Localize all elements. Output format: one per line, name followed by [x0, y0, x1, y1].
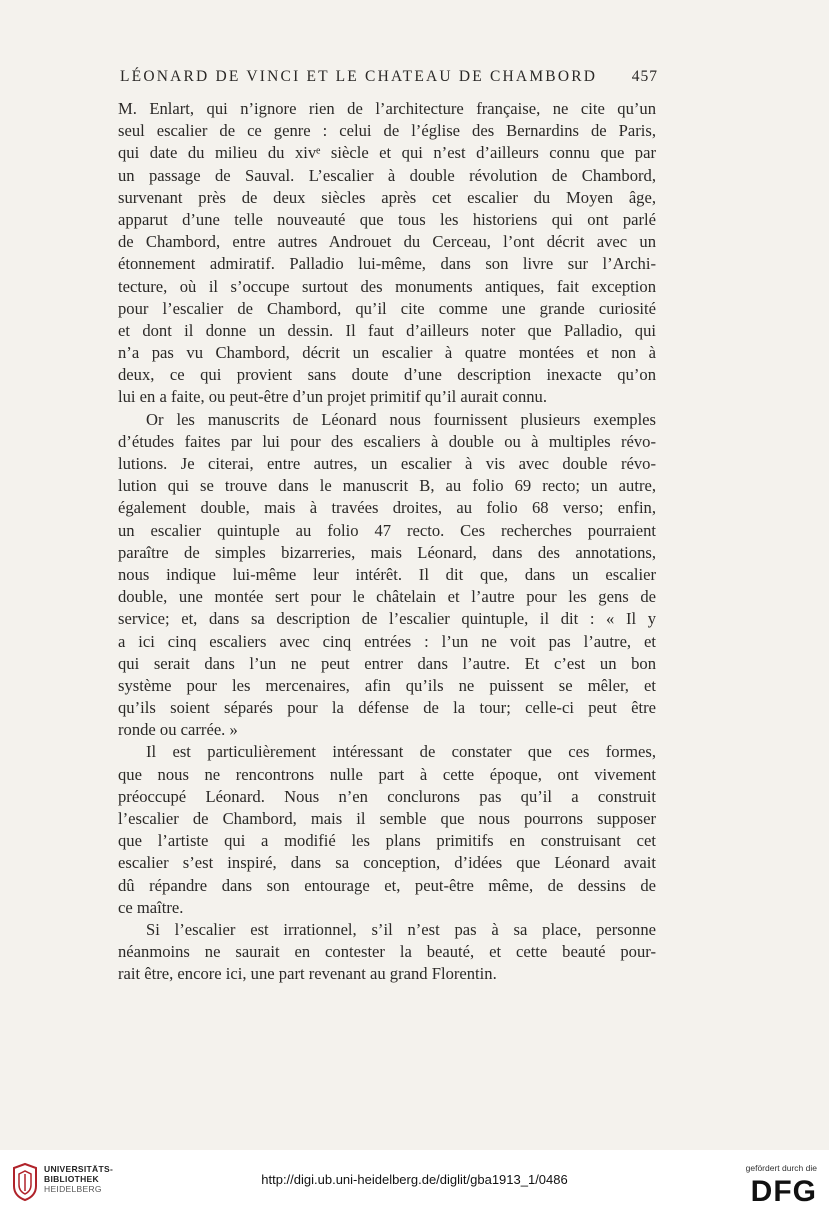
text-line: double, une montée sert pour le châtelain et l’autre pour les gens de: [118, 587, 656, 607]
text-line: survenant près de deux siècles après cet escalier du Moyen âge,: [118, 187, 656, 207]
text-line: paraître de simples bizarreries, mais Léonard, dans des annotations,: [118, 542, 656, 562]
text-line: seul escalier de ce genre : celui de l’église des Bernardins de Paris,: [118, 121, 656, 141]
text-line: pour l’escalier de Chambord, qu’il cite comme une grande curiosité: [118, 298, 656, 318]
page-number: 457: [631, 68, 658, 85]
text-line: lution qui se trouve dans le manuscrit B, au folio 69 recto; un autre,: [118, 476, 656, 496]
text-line: néanmoins ne saurait en contester la beauté, et cette beauté pour-: [118, 942, 656, 962]
text-line: dû répandre dans son entourage et, peut-être même, de dessins de: [118, 875, 656, 895]
text-line: ronde ou carrée. »: [118, 720, 238, 740]
body-text: [118, 98, 656, 986]
text-line: et dont il donne un dessin. Il faut d’ailleurs noter que Palladio, qui: [118, 320, 656, 340]
text-line: étonnement admiratif. Palladio lui-même, dans son livre sur l’Archi-: [118, 254, 656, 274]
text-line: Or les manuscrits de Léonard nous fournissent plusieurs exemples: [146, 409, 656, 429]
text-line: M. Enlart, qui n’ignore rien de l’architecture française, ne cite qu’un: [118, 99, 656, 118]
text-line: deux, ce qui provient sans doute d’une description inexacte qu’on: [118, 365, 656, 385]
permalink-url[interactable]: http://digi.ub.uni-heidelberg.de/diglit/gba1913_1/0486: [261, 1172, 568, 1187]
text-line: d’études faites par lui pour des escaliers à double ou à multiples révo-: [118, 431, 656, 451]
funding-note: gefördert durch die: [745, 1163, 817, 1173]
text-line: l’escalier de Chambord, mais il semble que nous pourrons supposer: [118, 809, 656, 828]
text-line: tecture, où il s’occupe surtout des monuments antiques, fait exception: [118, 276, 656, 296]
text-line: Il est particulièrement intéressant de constater que ces formes,: [146, 742, 656, 762]
text-line: service; et, dans sa description de l’escalier quintuple, il dit : « Il y: [118, 609, 656, 629]
library-name: UNIVERSITÄTS- BIBLIOTHEK HEIDELBERG: [44, 1164, 114, 1194]
text-line: de Chambord, entre autres Androuet du Cerceau, l’ont décrit avec un: [118, 232, 656, 252]
running-head-title: LÉONARD DE VINCI ET LE CHATEAU DE CHAMBORD: [120, 68, 598, 85]
text-line: qui serait dans l’un ne peut entrer dans l’autre. Et c’est un bon: [118, 653, 656, 673]
text-line: apparut d’une telle nouveauté que tous les historiens qui ont parlé: [118, 209, 656, 229]
text-line: Si l’escalier est irrationnel, s’il n’est pas à sa place, personne: [146, 919, 656, 939]
text-line: a ici cinq escaliers avec cinq entrées : l’un ne voit pas l’autre, et: [118, 631, 656, 651]
text-line: qui date du milieu du xivᵉ siècle et qui n’est d’ailleurs connu que par: [118, 143, 656, 163]
digitization-footer: [0, 1150, 829, 1214]
text-line: ce maître.: [118, 897, 184, 917]
text-line: système pour les mercenaires, afin qu’ils ne puissent se mêler, et: [118, 675, 656, 695]
text-line: également double, mais à travées droites, au folio 68 verso; enfin,: [118, 498, 656, 518]
text-line: lui en a faite, ou peut-être d’un projet primitif qu’il aurait connu.: [118, 387, 547, 407]
text-line: n’a pas vu Chambord, décrit un escalier à quatre montées et non à: [118, 343, 656, 363]
text-line: un passage de Sauval. L’escalier à double révolution de Chambord,: [118, 165, 656, 185]
text-line: que l’artiste qui a modifié les plans primitifs en construisant cet: [118, 831, 656, 851]
text-line: rait être, encore ici, une part revenant au grand Florentin.: [118, 964, 497, 984]
text-line: lutions. Je citerai, entre autres, un escalier à vis avec double révo-: [118, 454, 656, 473]
text-line: escalier s’est inspiré, dans sa conception, d’idées que Léonard avait: [118, 853, 656, 873]
text-line: un escalier quintuple au folio 47 recto. Ces recherches pourraient: [118, 520, 656, 540]
text-line: qu’ils soient séparés pour la défense de la tour; celle-ci peut être: [118, 698, 656, 718]
text-line: préoccupé Léonard. Nous n’en conclurons pas qu’il a construit: [118, 786, 656, 806]
text-line: que nous ne rencontrons nulle part à cette époque, ont vivement: [118, 764, 656, 784]
text-line: nous indique lui-même leur intérêt. Il dit que, dans un escalier: [118, 564, 656, 584]
dfg-logo: DFG: [750, 1175, 817, 1208]
